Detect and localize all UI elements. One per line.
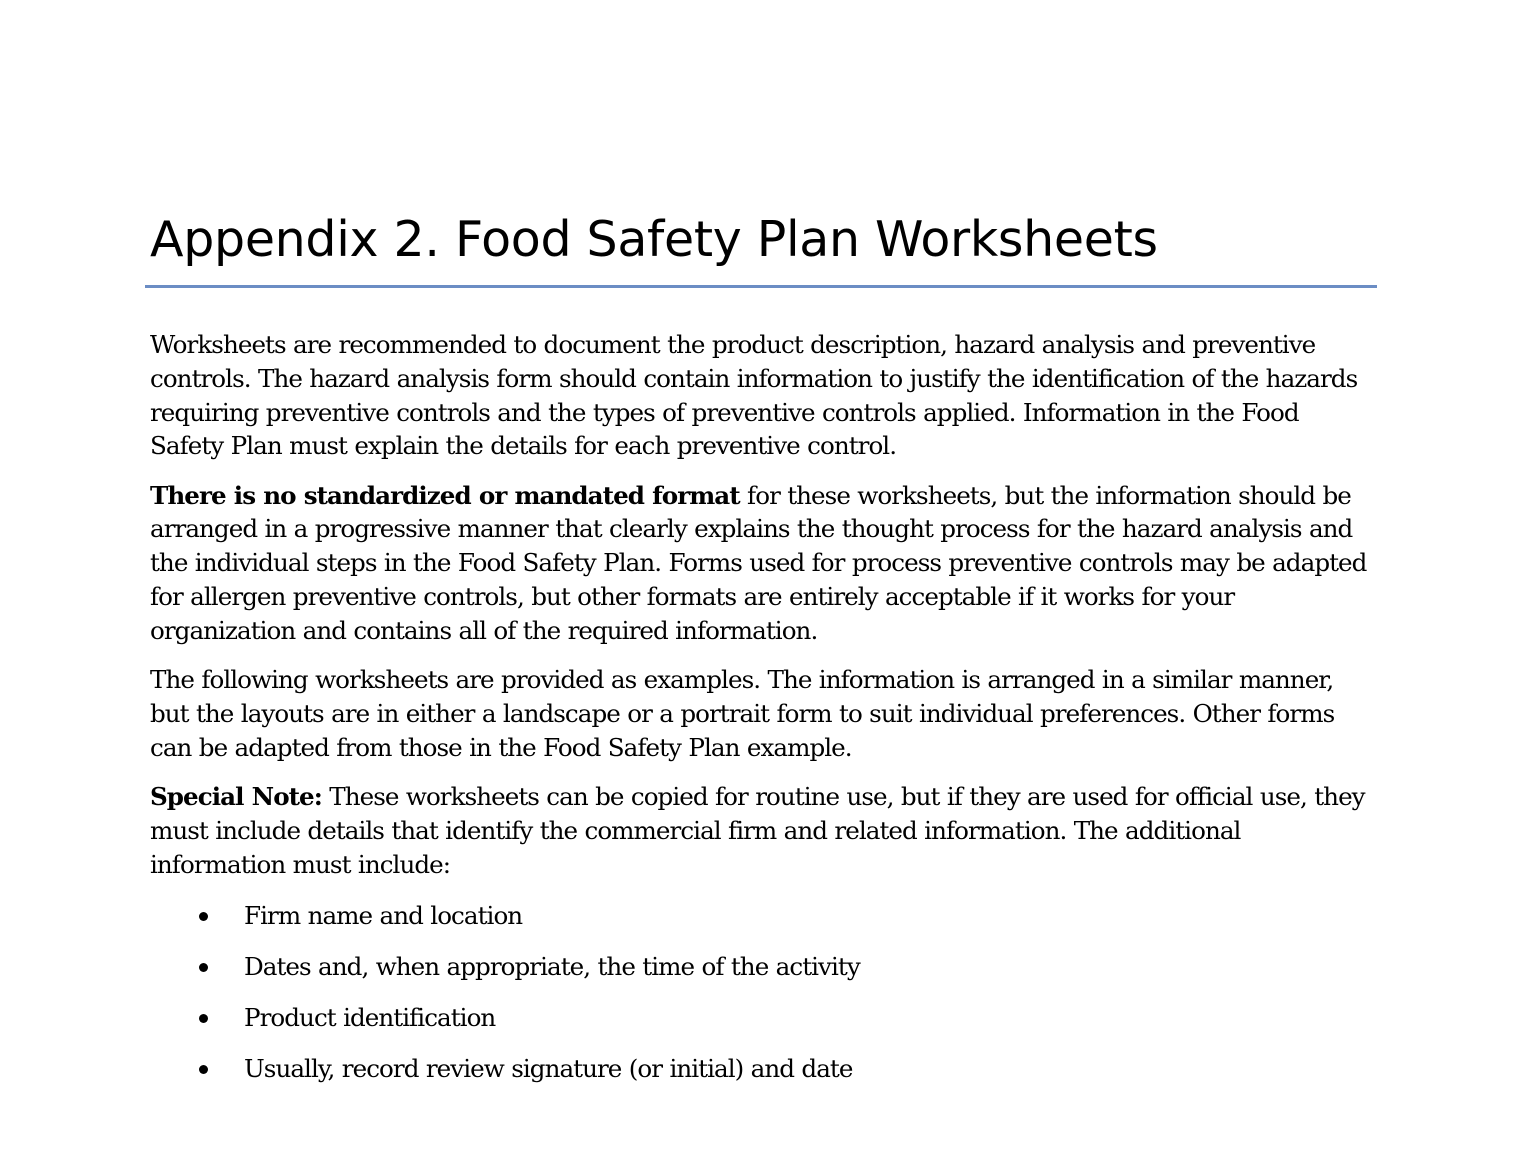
paragraph-special-note [150, 780, 1375, 881]
bullet-icon [199, 912, 208, 921]
list-item [150, 890, 1375, 941]
paragraph-format [150, 479, 1375, 648]
bullet-icon [199, 1065, 208, 1074]
list-item [150, 992, 1375, 1043]
paragraph-text: for these worksheets, but the information should be arranged in a progressive manner that clearly explains the thought process for the hazard analysis and the individual steps in the Food Safety Plan. Forms used for process preventive controls may be adapted for allergen preventive controls, but other formats are entirely acceptable if it works for your organization and contains all of the required information. [150, 480, 1367, 645]
title-underline [145, 285, 1377, 288]
list-item-text: Firm name and location [244, 901, 523, 931]
bullet-icon [199, 963, 208, 972]
paragraph-bold-lead: Special Note: [150, 782, 322, 812]
paragraph-bold-lead: There is no standardized or mandated format [150, 480, 740, 510]
list-item-text: Dates and, when appropriate, the time of the activity [244, 952, 860, 982]
page-title: Appendix 2. Food Safety Plan Worksheets [150, 211, 1158, 268]
bullet-icon [199, 1014, 208, 1023]
list-item-text: Product identification [244, 1003, 496, 1033]
list-item [150, 1043, 1375, 1094]
required-info-list [150, 890, 1375, 1094]
paragraph-intro [150, 328, 1375, 463]
paragraph-examples [150, 663, 1375, 764]
list-item-text: Usually, record review signature (or initial) and date [244, 1054, 853, 1084]
body-text [150, 328, 1375, 1094]
paragraph-text: Worksheets are recommended to document the product description, hazard analysis and preventive controls. The hazard analysis form should contain information to justify the identification of the hazards requiring preventive controls and the types of preventive controls applied. Information in the Food Safety Plan must explain the details for each preventive control. [150, 330, 1358, 461]
list-item [150, 941, 1375, 992]
paragraph-text: These worksheets can be copied for routine use, but if they are used for official use, they must include details that identify the commercial firm and related information. The additional information must include: [150, 782, 1365, 879]
paragraph-text: The following worksheets are provided as examples. The information is arranged in a similar manner, but the layouts are in either a landscape or a portrait form to suit individual preferences. Other forms can be adapted from those in the Food Safety Plan example. [150, 665, 1335, 762]
